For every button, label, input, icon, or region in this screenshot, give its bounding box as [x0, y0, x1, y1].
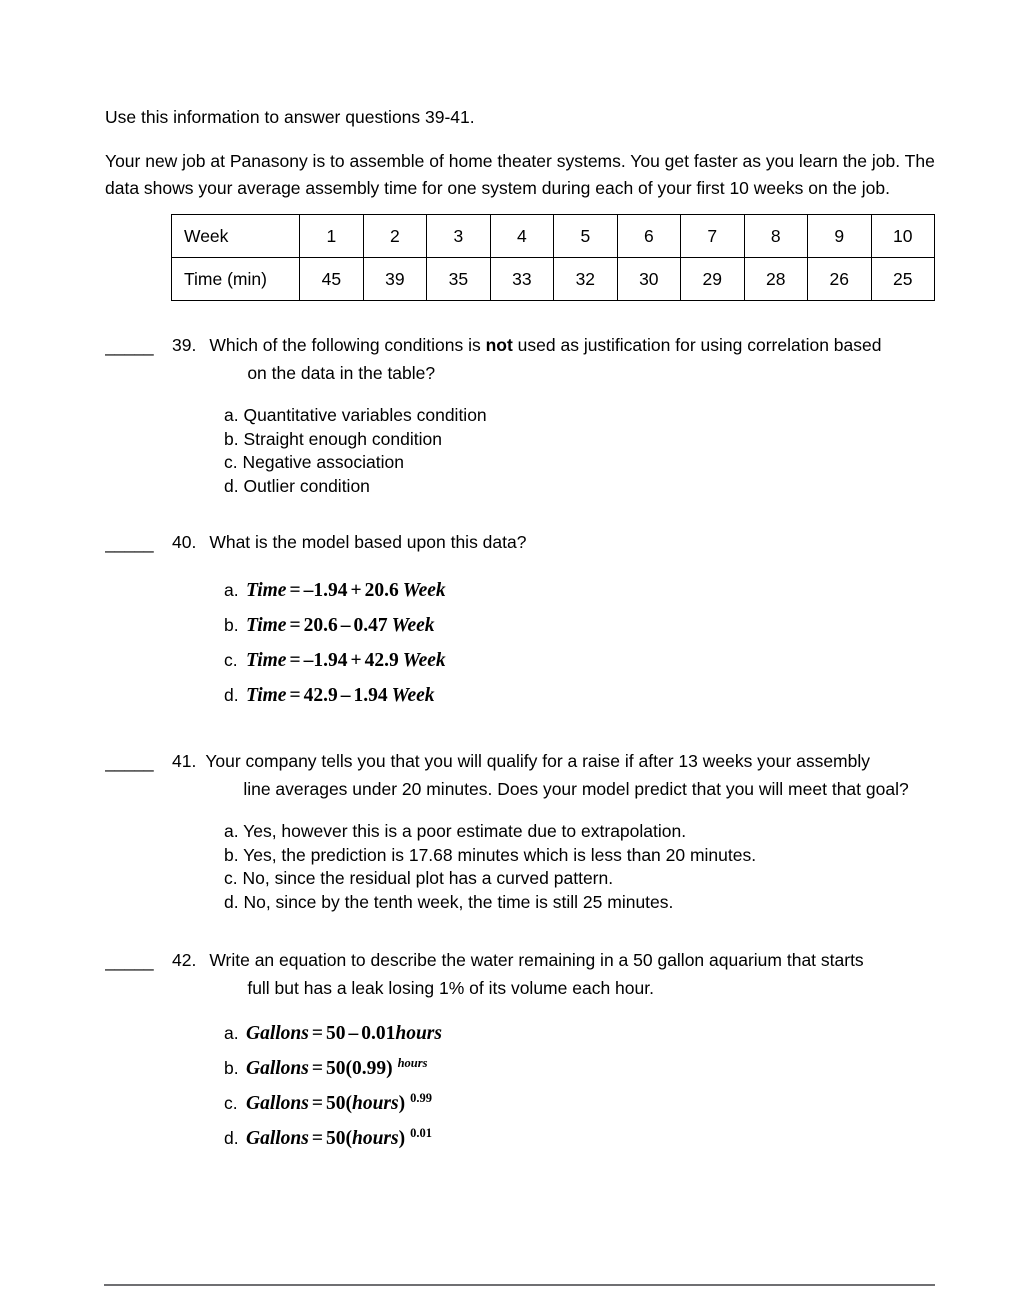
question-40-head [105, 528, 935, 557]
math-number-1: 50 [325, 1023, 346, 1044]
question-42-options [224, 1016, 935, 1156]
document-content [105, 104, 935, 1156]
question-42-option-c[interactable] [224, 1086, 935, 1121]
question-40-number: 40. [172, 532, 197, 552]
question-41-text [205, 747, 935, 803]
question-39-option-b[interactable]: b. Straight enough condition [224, 428, 442, 449]
math-variable-time: Time [246, 685, 287, 706]
math-variable-time: Time [246, 580, 287, 601]
answer-blank-40[interactable]: _____ [105, 533, 154, 553]
math-paren-open: ( [345, 1093, 352, 1114]
question-42-number: 42. [172, 950, 197, 970]
math-number-1: 50 [325, 1128, 346, 1149]
math-number-2: 0.01 [361, 1023, 396, 1044]
table-cell-time-5: 32 [554, 258, 617, 301]
math-base-variable-hours: hours [351, 1093, 399, 1114]
math-operator: – [340, 615, 351, 636]
math-paren-close: ) [398, 1128, 406, 1149]
question-40-option-b[interactable] [224, 608, 935, 643]
answer-blank-39[interactable]: _____ [105, 336, 154, 356]
table-row [172, 258, 935, 301]
math-number-1: 42.9 [303, 685, 338, 706]
table-cell-time-1: 45 [300, 258, 363, 301]
table-cell-time-4: 33 [490, 258, 553, 301]
question-40-options [224, 573, 935, 713]
math-equals: = [311, 1093, 323, 1114]
table-cell-week-2: 2 [363, 215, 426, 258]
table-cell-week-3: 3 [427, 215, 490, 258]
math-equals: = [311, 1058, 323, 1079]
option-label: b. [224, 1058, 239, 1078]
table-cell-time-3: 35 [427, 258, 490, 301]
math-equals: = [289, 580, 301, 601]
table-row-label-time: Time (min) [172, 258, 300, 301]
question-41-options [224, 820, 935, 914]
table-cell-week-10: 10 [871, 215, 935, 258]
math-variable-week: Week [402, 650, 446, 671]
table-cell-week-9: 9 [808, 215, 871, 258]
option-label: a. [224, 580, 239, 600]
question-41-option-c[interactable]: c. No, since the residual plot has a curved pattern. [224, 868, 614, 888]
question-39-text [209, 331, 935, 387]
question-39-number: 39. [172, 335, 197, 355]
table-cell-time-8: 28 [744, 258, 807, 301]
math-number-2: 1.94 [353, 685, 388, 706]
math-exponent: 0.99 [410, 1091, 432, 1106]
table-cell-time-7: 29 [681, 258, 744, 301]
option-label: c. [224, 1093, 238, 1113]
question-39-options [224, 404, 935, 498]
math-equals: = [289, 685, 301, 706]
math-variable-week: Week [391, 685, 435, 706]
question-40-option-d[interactable] [224, 678, 935, 713]
question-41-number: 41. [172, 751, 197, 771]
question-39 [105, 331, 935, 498]
math-variable-time: Time [246, 650, 287, 671]
data-table-wrap [171, 214, 935, 301]
table-cell-week-4: 4 [490, 215, 553, 258]
question-39-option-c[interactable]: c. Negative association [224, 452, 404, 472]
math-variable-hours: hours [395, 1023, 442, 1044]
math-operator: + [350, 650, 362, 671]
question-39-option-d[interactable]: d. Outlier condition [224, 475, 370, 496]
question-42 [105, 946, 935, 1156]
intro-instruction: Use this information to answer questions 39-41. [105, 107, 475, 127]
math-exponent: hours [397, 1056, 428, 1071]
week-time-table [171, 214, 935, 301]
option-label: d. [224, 1128, 239, 1148]
question-42-text-line1: Write an equation to describe the water remaining in a 50 gallon aquarium that starts [209, 950, 864, 970]
question-42-option-d[interactable] [224, 1121, 935, 1156]
question-42-option-a[interactable] [224, 1016, 935, 1051]
math-equals: = [311, 1128, 323, 1149]
math-variable-gallons: Gallons [246, 1023, 309, 1044]
math-number-1: 20.6 [303, 615, 338, 636]
math-equals: = [289, 615, 301, 636]
question-40 [105, 528, 935, 713]
table-cell-week-7: 7 [681, 215, 744, 258]
math-number-2: 42.9 [364, 650, 399, 671]
math-equals: = [311, 1023, 323, 1044]
math-paren-open: ( [345, 1058, 352, 1079]
table-cell-time-9: 26 [808, 258, 871, 301]
question-42-text [209, 946, 935, 1002]
question-39-text-part1: Which of the following conditions is [209, 335, 486, 355]
math-exponent: 0.01 [410, 1126, 432, 1141]
math-number-2: 20.6 [364, 580, 399, 601]
math-variable-week: Week [402, 580, 446, 601]
table-cell-week-1: 1 [300, 215, 363, 258]
question-39-head [105, 331, 935, 387]
math-operator: + [350, 580, 362, 601]
math-operator: – [348, 1023, 359, 1044]
math-number-1: 50 [325, 1058, 346, 1079]
table-cell-time-6: 30 [617, 258, 680, 301]
question-39-bold-word: not [485, 335, 513, 355]
question-41-text-line2: line averages under 20 minutes. Does your model predict that you will meet that goal? [243, 779, 909, 799]
question-41-head [105, 747, 935, 803]
math-variable-gallons: Gallons [246, 1058, 309, 1079]
question-41-option-d[interactable]: d. No, since by the tenth week, the time is still 25 minutes. [224, 891, 674, 912]
question-41-option-b[interactable]: b. Yes, the prediction is 17.68 minutes which is less than 20 minutes. [224, 844, 757, 865]
table-cell-week-8: 8 [744, 215, 807, 258]
question-40-text: What is the model based upon this data? [209, 532, 527, 552]
math-equals: = [289, 650, 301, 671]
math-paren-close: ) [386, 1058, 393, 1079]
question-39-option-a[interactable]: a. Quantitative variables condition [224, 405, 487, 425]
footer-divider [104, 1284, 935, 1286]
table-row [172, 215, 935, 258]
math-variable-gallons: Gallons [246, 1128, 309, 1149]
question-40-option-c[interactable] [224, 643, 935, 678]
math-base-value: 0.99 [351, 1058, 387, 1079]
table-cell-time-2: 39 [363, 258, 426, 301]
math-variable-week: Week [391, 615, 435, 636]
math-number-1: 1.94 [313, 580, 348, 601]
question-41-text-line1: Your company tells you that you will qualify for a raise if after 13 weeks your assembly [205, 751, 870, 771]
math-variable-gallons: Gallons [246, 1093, 309, 1114]
table-cell-week-5: 5 [554, 215, 617, 258]
answer-blank-42[interactable]: _____ [105, 951, 154, 971]
intro-body: Your new job at Panasony is to assemble of home theater systems. You get faster as you learn the job. The data shows your average assembly time for one system during each of your first 10 weeks on the job. [105, 151, 935, 198]
math-number-1: 50 [325, 1093, 346, 1114]
table-cell-week-6: 6 [617, 215, 680, 258]
question-39-text-part2: used as justification for using correlation based [512, 335, 882, 355]
math-operator: – [340, 685, 351, 706]
answer-blank-41[interactable]: _____ [105, 752, 154, 772]
option-label: b. [224, 615, 239, 635]
question-42-text-line2: full but has a leak losing 1% of its volume each hour. [247, 978, 654, 998]
option-label: c. [224, 650, 238, 670]
math-number-1: 1.94 [313, 650, 348, 671]
math-variable-time: Time [246, 615, 287, 636]
math-base-variable-hours: hours [351, 1128, 399, 1149]
question-39-text-line2: on the data in the table? [247, 363, 436, 383]
table-cell-time-10: 25 [871, 258, 935, 301]
question-42-option-b[interactable] [224, 1051, 935, 1086]
option-label: a. [224, 1023, 239, 1043]
math-sign: – [303, 580, 314, 601]
question-41-option-a[interactable]: a. Yes, however this is a poor estimate due to extrapolation. [224, 821, 687, 841]
option-label: d. [224, 685, 239, 705]
math-number-2: 0.47 [353, 615, 388, 636]
math-paren-open: ( [345, 1128, 352, 1149]
math-paren-close: ) [398, 1093, 406, 1114]
math-sign: – [303, 650, 314, 671]
question-41 [105, 747, 935, 914]
table-row-label-week: Week [172, 215, 300, 258]
question-42-head [105, 946, 935, 1002]
question-40-option-a[interactable] [224, 573, 935, 608]
